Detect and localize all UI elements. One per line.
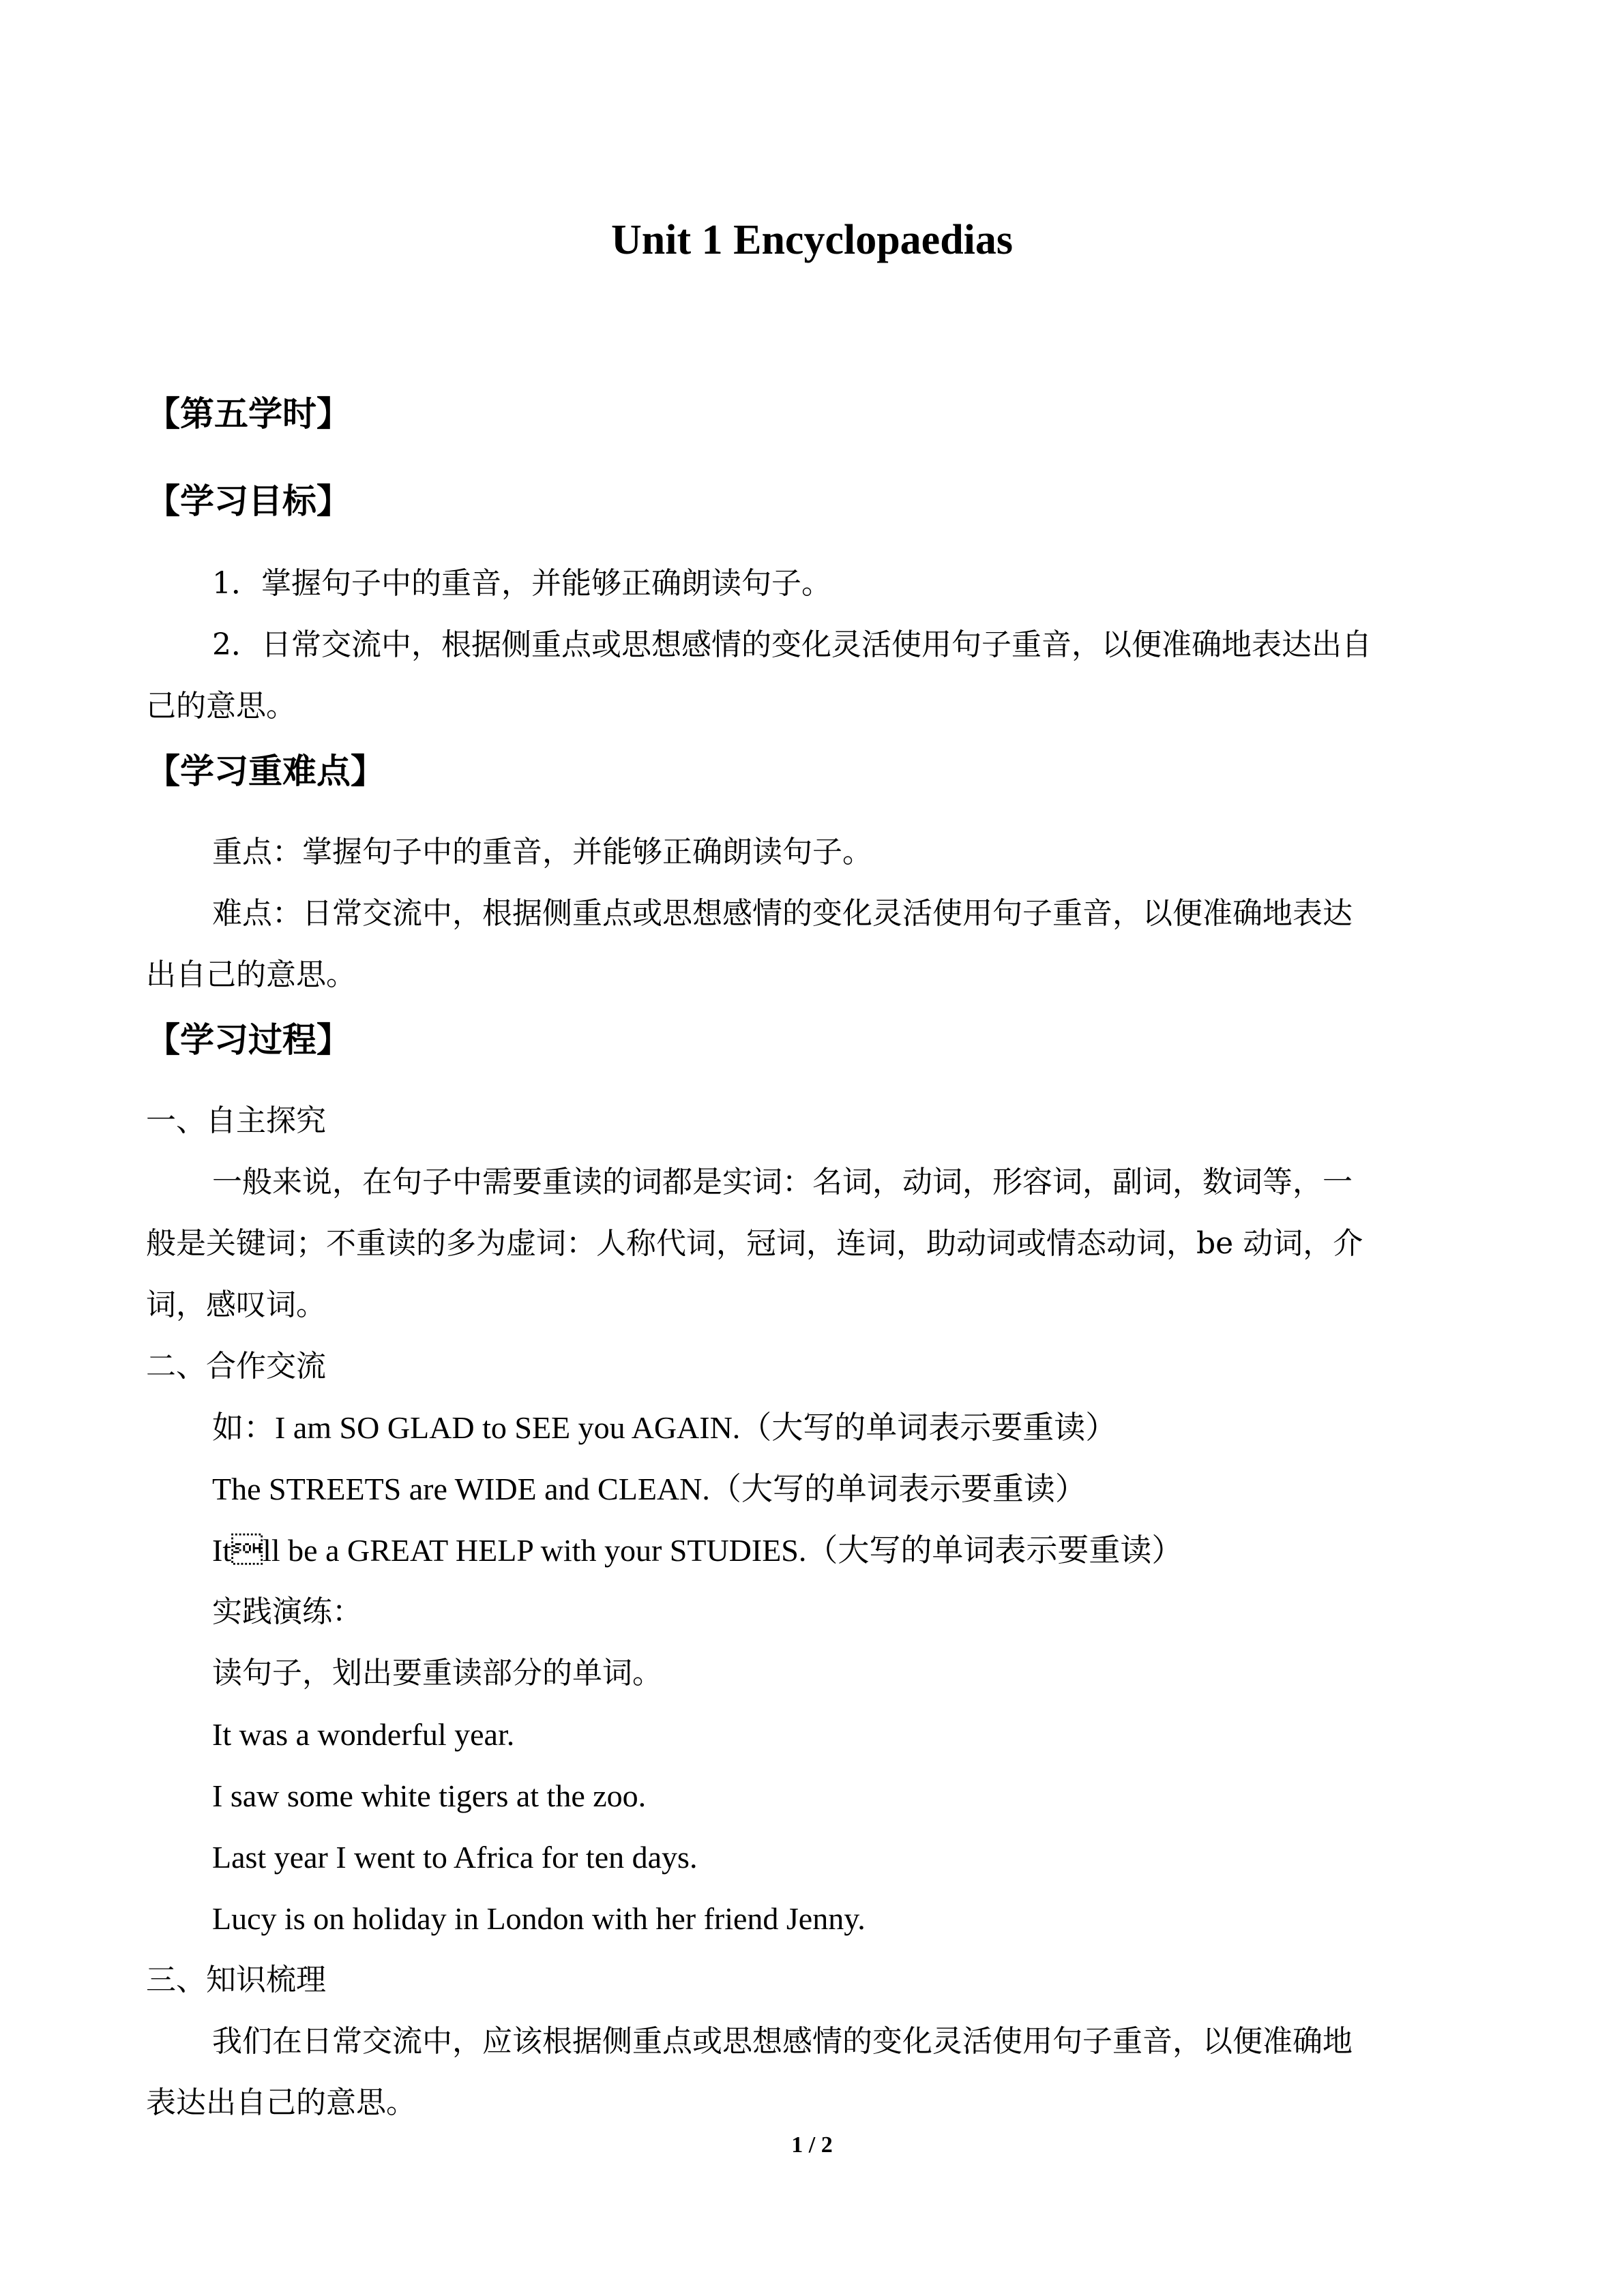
- difficulty-line-2: 出自己的意思。: [146, 957, 356, 992]
- practice-sentence-1: It was a wonderful year.: [212, 1717, 515, 1752]
- objective-item-2-line-1: 2．日常交流中，根据侧重点或思想感情的变化灵活使用句子重音，以便准确地表达出自: [212, 627, 1372, 662]
- practice-sentence-4: Lucy is on holiday in London with her friend Jenny.: [212, 1901, 866, 1936]
- section-3-line-2: 表达出自己的意思。: [146, 2085, 416, 2120]
- practice-instruction: 读句子，划出要重读部分的单词。: [212, 1656, 662, 1690]
- page-number: 1 / 2: [791, 2132, 833, 2158]
- example-sentence-2: The STREETS are WIDE and CLEAN.（大写的单词表示要重读）: [212, 1472, 1087, 1506]
- practice-sentence-3: Last year I went to Africa for ten days.: [212, 1840, 698, 1875]
- example-sentence-1: 如：I am SO GLAD to SEE you AGAIN.（大写的单词表示要重读）: [212, 1410, 1117, 1445]
- section-2-title: 二、合作交流: [146, 1349, 326, 1384]
- key-points-heading: 【学习重难点】: [146, 751, 385, 791]
- practice-label: 实践演练：: [212, 1594, 362, 1629]
- section-1-line-2: 般是关键词；不重读的多为虚词：人称代词，冠词，连词，助动词或情态动词，be 动词，介: [146, 1226, 1363, 1261]
- key-point: 重点：掌握句子中的重音，并能够正确朗读句子。: [212, 835, 872, 869]
- process-heading: 【学习过程】: [146, 1020, 351, 1060]
- objective-item-1: 1．掌握句子中的重音，并能够正确朗读句子。: [212, 566, 831, 601]
- objectives-heading: 【学习目标】: [146, 481, 351, 521]
- section-1-line-1: 一般来说，在句子中需要重读的词都是实词：名词，动词，形容词，副词，数词等，一: [212, 1165, 1353, 1199]
- section-1-title: 一、自主探究: [146, 1103, 326, 1138]
- period-heading: 【第五学时】: [146, 394, 351, 434]
- section-3-line-1: 我们在日常交流中，应该根据侧重点或思想感情的变化灵活使用句子重音，以便准确地: [212, 2024, 1353, 2059]
- practice-sentence-2: I saw some white tigers at the zoo.: [212, 1778, 647, 1813]
- section-3-title: 三、知识梳理: [146, 1963, 326, 1997]
- objective-item-2-line-2: 己的意思。: [146, 689, 296, 724]
- example-sentence-3: Itll be a GREAT HELP with your STUDIES.（大写的单词表示要重读）: [212, 1533, 1183, 1568]
- section-1-line-3: 词，感叹词。: [146, 1287, 326, 1322]
- document-title: Unit 1 Encyclopaedias: [610, 217, 1014, 263]
- difficulty-line-1: 难点：日常交流中，根据侧重点或思想感情的变化灵活使用句子重音，以便准确地表达: [212, 896, 1353, 931]
